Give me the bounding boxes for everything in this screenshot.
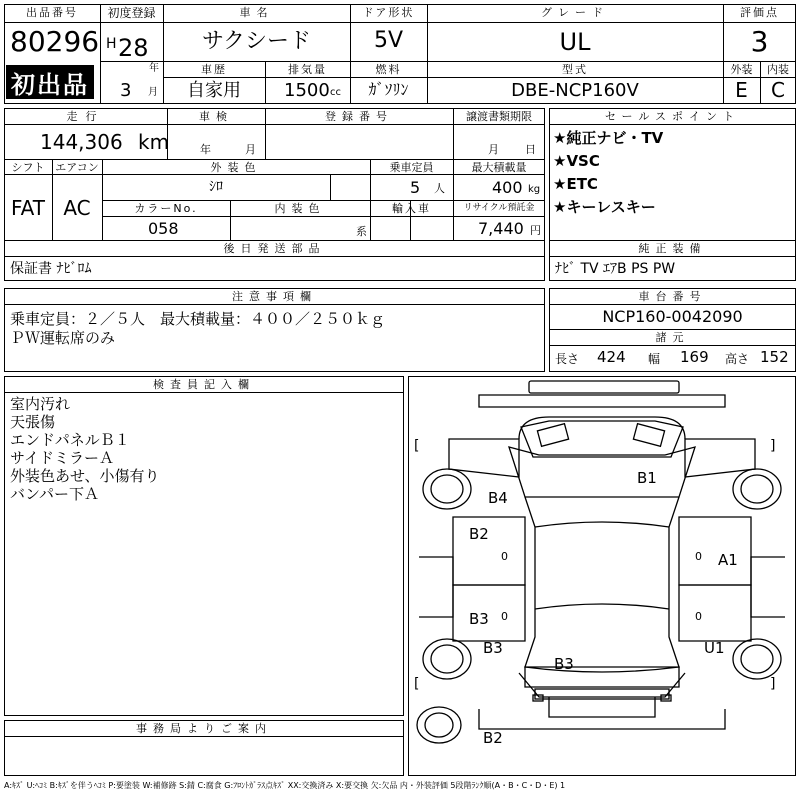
recycle-unit: 円	[530, 224, 541, 237]
length-value: 424	[597, 348, 626, 366]
capacity-label: 乗車定員	[389, 161, 434, 174]
damage-mark: B3	[483, 639, 503, 657]
later-parts-label: 後日発送部品	[223, 242, 326, 255]
divider	[100, 61, 796, 62]
divider	[549, 345, 796, 346]
first-listing-badge: 初出品	[6, 65, 94, 99]
damage-mark: B4	[488, 489, 508, 507]
divider	[4, 736, 404, 737]
capacity-value: 5	[410, 178, 421, 197]
divider	[4, 159, 545, 160]
divider	[549, 304, 796, 305]
genuine-label: 純正装備	[638, 242, 707, 255]
width-label: 幅	[648, 352, 661, 366]
inspector-line: 外装色あせ、小傷有り	[10, 467, 160, 485]
ext-color-value: ｼﾛ	[209, 179, 223, 195]
int-color-label: 内装色	[274, 202, 326, 215]
zero-mark: 0	[695, 610, 702, 623]
door-label: ドア形状	[362, 6, 415, 19]
divider	[100, 22, 796, 23]
genuine-value: ﾅﾋﾞ TV ｴｱB PS PW	[555, 261, 676, 277]
reg-month: 3	[120, 80, 132, 101]
divider	[549, 256, 796, 257]
max-load-unit: kg	[528, 184, 541, 195]
divider	[330, 174, 331, 200]
transfer-month-unit: 月	[488, 143, 499, 156]
car-name: サクシード	[201, 29, 312, 54]
year-unit: 年	[149, 63, 159, 74]
inspector-section	[4, 376, 404, 716]
capacity-unit: 人	[434, 182, 445, 195]
spec-label: 諸元	[655, 331, 690, 344]
door-value: 5V	[373, 28, 404, 53]
reg-no-label: 登録番号	[325, 110, 393, 123]
score-value: 3	[750, 25, 769, 58]
grade-label: グレード	[541, 6, 609, 19]
sales-point-item: ★キーレスキー	[553, 198, 656, 216]
history-label: 車歴	[201, 63, 227, 76]
bracket: ]	[770, 676, 776, 692]
divider	[4, 256, 545, 257]
bracket: ]	[770, 438, 776, 454]
inspector-line: バンパー下Ａ	[10, 485, 99, 503]
exterior-grade-label: 外装	[730, 63, 753, 76]
mileage-label: 走行	[66, 110, 105, 123]
lot-label: 出品番号	[26, 6, 78, 19]
damage-mark: B3	[554, 655, 574, 673]
chassis-label: 車台番号	[638, 290, 707, 303]
divider	[102, 200, 545, 201]
displacement-value: 1500	[284, 80, 330, 101]
inspector-line: エンドパネルＢ１	[10, 431, 130, 449]
model-value: DBE-NCP160V	[511, 80, 639, 101]
recycle-label: リサイクル預託金	[463, 203, 535, 213]
damage-mark: B1	[637, 469, 657, 487]
fuel-label: 燃料	[375, 63, 402, 76]
inspector-label: 検査員記入欄	[153, 378, 255, 391]
divider	[4, 392, 404, 393]
inspection-label: 車検	[199, 110, 233, 123]
length-label: 長さ	[555, 352, 580, 366]
exterior-grade-value: E	[735, 78, 748, 102]
divider	[100, 4, 101, 104]
damage-mark: B3	[469, 610, 489, 628]
notes-line: 乗車定員：２／５人 最大積載量：４００／２５０ｋｇ	[10, 310, 386, 328]
divider	[4, 22, 100, 23]
lot-number: 80296	[10, 25, 100, 58]
history-value: 自家用	[187, 80, 241, 101]
later-parts-value: 保証書 ﾅﾋﾞﾛﾑ	[10, 261, 92, 277]
office-label: 事務局よりご案内	[136, 722, 272, 735]
notes-label: 注意事項欄	[232, 290, 317, 303]
zero-mark: 0	[695, 550, 702, 563]
transfer-label: 譲渡書類期限	[466, 110, 532, 123]
color-no-label: カラーNo.	[134, 202, 198, 215]
zero-mark: 0	[501, 610, 508, 623]
damage-mark: B2	[469, 525, 489, 543]
color-no-value: 058	[148, 219, 179, 238]
height-label: 高さ	[725, 352, 750, 366]
damage-mark: B2	[483, 729, 503, 747]
damage-diagram	[408, 376, 796, 776]
divider	[102, 174, 545, 175]
ac-label: エアコン	[55, 161, 99, 174]
shift-value: FAT	[10, 196, 45, 220]
month-unit: 月	[148, 87, 158, 98]
damage-mark: A1	[718, 551, 738, 569]
divider	[549, 124, 796, 125]
shift-label: シフト	[11, 161, 45, 174]
divider	[549, 240, 796, 241]
import-label: 輸入車	[392, 202, 431, 215]
recycle-value: 7,440	[478, 219, 524, 238]
width-value: 169	[680, 348, 709, 366]
height-value: 152	[760, 348, 789, 366]
sales-point-item: ★VSC	[553, 152, 600, 170]
car-outline-diagram	[409, 377, 795, 775]
inspector-line: 室内汚れ	[10, 395, 71, 413]
divider	[549, 329, 796, 330]
displacement-label: 排気量	[288, 63, 327, 76]
interior-grade-label: 内装	[767, 63, 789, 76]
interior-grade-value: C	[771, 78, 785, 102]
mileage-value: 144,306	[40, 130, 123, 154]
bracket: [	[414, 438, 420, 454]
inspection-year-unit: 年	[200, 143, 211, 156]
notes-line: ＰＷ運転席のみ	[10, 329, 116, 347]
divider	[4, 174, 102, 175]
inspector-line: 天張傷	[10, 413, 56, 431]
max-load-value: 400	[492, 178, 523, 197]
ac-value: AC	[63, 196, 91, 220]
sales-point-item: ★ETC	[553, 175, 598, 193]
int-color-unit: 系	[356, 225, 367, 238]
score-label: 評価点	[740, 6, 779, 19]
chassis-value: NCP160-0042090	[602, 307, 743, 326]
divider	[4, 304, 545, 305]
reg-year: 28	[118, 34, 149, 62]
grade-value: UL	[559, 28, 591, 56]
era: H	[106, 36, 117, 52]
sales-point-item: ★純正ナビ・TV	[553, 129, 664, 147]
divider	[4, 240, 545, 241]
damage-mark: U1	[704, 639, 725, 657]
ext-color-label: 外装色	[210, 161, 262, 174]
bracket: [	[414, 676, 420, 692]
first-reg-label: 初度登録	[107, 6, 156, 20]
model-label: 型式	[562, 63, 588, 76]
divider	[4, 124, 545, 125]
transfer-day-unit: 日	[525, 143, 536, 156]
divider	[163, 77, 723, 78]
inspector-line: サイドミラーＡ	[10, 449, 114, 467]
legend: A:ｷｽﾞ U:ﾍｺﾐ B:ｷｽﾞを伴うﾍｺﾐ P:要塗装 W:補修跡 S:錆 C:腐食 G:ﾌﾛﾝﾄｶﾞﾗｽ点ｷｽﾞ XX:交換済み X:要交換 欠:欠品 内・外装評価 5段階ﾗﾝｸ順(A・B・C・D・E) 1	[4, 781, 566, 790]
fuel-value: ｶﾞｿﾘﾝ	[368, 80, 409, 99]
divider	[102, 216, 545, 217]
sales-points-label: セールスポイント	[604, 110, 740, 123]
mileage-unit: km	[138, 130, 170, 154]
zero-mark: 0	[501, 550, 508, 563]
max-load-label: 最大積載量	[471, 161, 527, 174]
displacement-unit: cc	[330, 87, 341, 98]
car-name-label: 車名	[239, 6, 274, 19]
inspection-month-unit: 月	[245, 143, 256, 156]
